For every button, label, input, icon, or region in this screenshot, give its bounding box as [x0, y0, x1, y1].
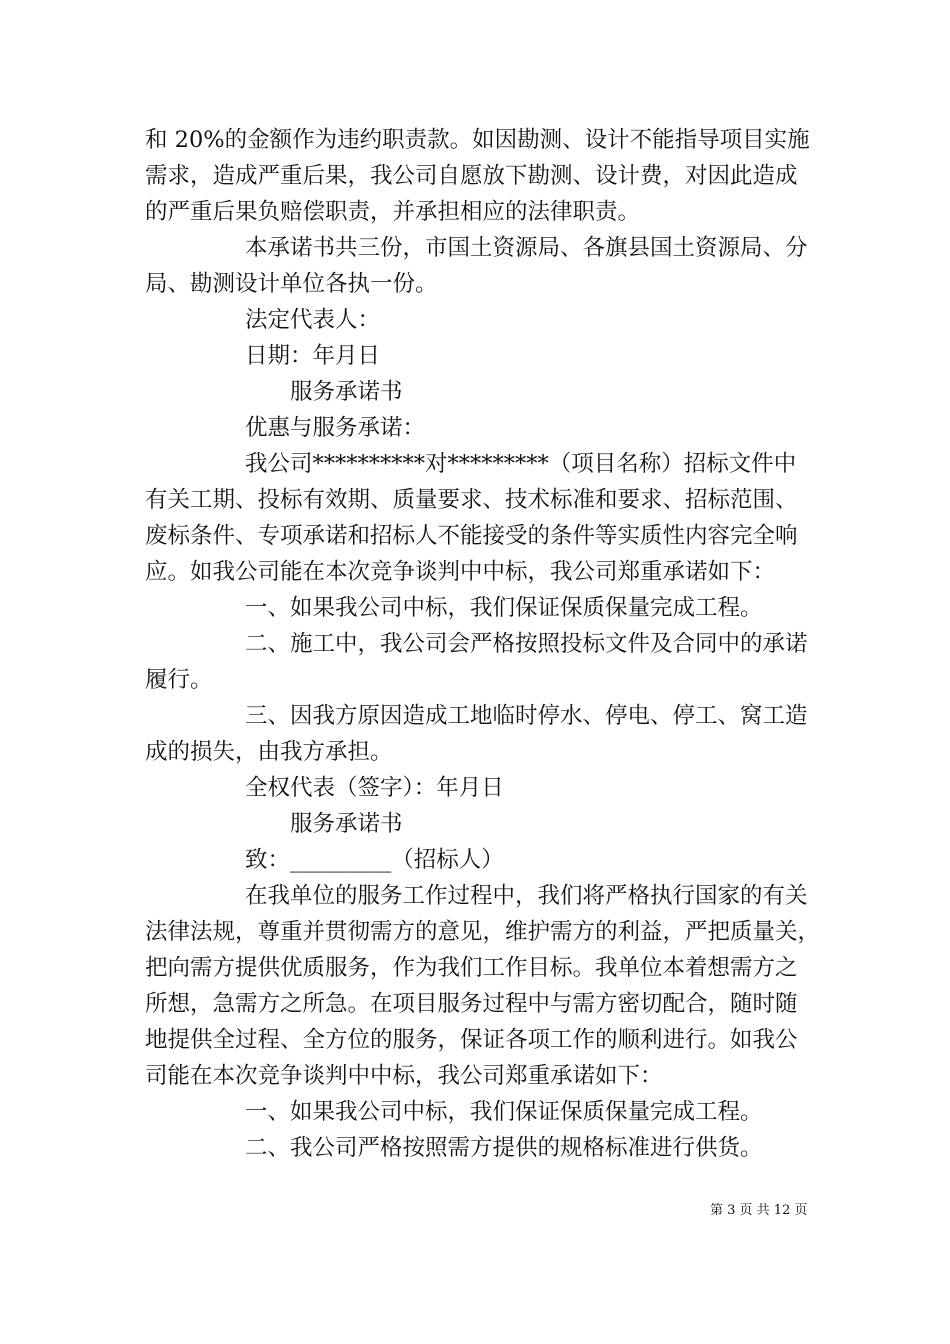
- body-line: 一、如果我公司中标，我们保证保质保量完成工程。: [245, 1099, 763, 1125]
- signature-label: 全权代表（签字）：年月日: [245, 775, 504, 801]
- body-line: 成的损失，由我方承担。: [145, 739, 393, 765]
- signature-label: 法定代表人：: [245, 307, 381, 333]
- body-line: 三、因我方原因造成工地临时停水、停电、停工、窝工造: [245, 703, 808, 729]
- date-label: 日期：年月日: [245, 343, 381, 369]
- body-line: 本承诺书共三份，市国土资源局、各旗县国土资源局、分: [245, 235, 808, 261]
- body-line: 司能在本次竞争谈判中中标，我公司郑重承诺如下：: [145, 1063, 663, 1089]
- section-title: 服务承诺书: [290, 811, 403, 837]
- body-line: 废标条件、专项承诺和招标人不能接受的条件等实质性内容完全响: [145, 523, 798, 549]
- body-line: 地提供全过程、全方位的服务，保证各项工作的顺利进行。如我公: [145, 1027, 798, 1053]
- body-line: 一、如果我公司中标，我们保证保质保量完成工程。: [245, 595, 763, 621]
- body-line: 在我单位的服务工作过程中，我们将严格执行国家的有关: [245, 883, 808, 909]
- body-line: 二、施工中，我公司会严格按照投标文件及合同中的承诺: [245, 631, 808, 657]
- subsection-title: 优惠与服务承诺：: [245, 415, 426, 441]
- body-line: 有关工期、投标有效期、质量要求、技术标准和要求、招标范围、: [145, 487, 798, 513]
- body-line: 局、勘测设计单位各执一份。: [145, 271, 438, 297]
- body-line: 所想，急需方之所急。在项目服务过程中与需方密切配合，随时随: [145, 991, 798, 1017]
- body-line: 的严重后果负赔偿职责，并承担相应的法律职责。: [145, 199, 641, 225]
- body-line: 把向需方提供优质服务，作为我们工作目标。我单位本着想需方之: [145, 955, 798, 981]
- body-line: 应。如我公司能在本次竞争谈判中中标，我公司郑重承诺如下：: [145, 559, 776, 585]
- addressee-line: 致：_________（招标人）: [245, 847, 504, 873]
- body-line: 需求，造成严重后果，我公司自愿放下勘测、设计费，对因此造成: [145, 163, 798, 189]
- body-line: 二、我公司严格按照需方提供的规格标准进行供货。: [245, 1135, 763, 1161]
- body-line: 履行。: [145, 667, 213, 693]
- section-title: 服务承诺书: [290, 379, 403, 405]
- body-line: 我公司**********对*********（项目名称）招标文件中: [245, 451, 797, 477]
- page-number-footer: 第 3 页 共 12 页: [710, 1203, 808, 1218]
- body-line: 和 20%的金额作为违约职责款。如因勘测、设计不能指导项目实施: [145, 127, 810, 153]
- body-line: 法律法规，尊重并贯彻需方的意见，维护需方的利益，严把质量关，: [145, 919, 821, 945]
